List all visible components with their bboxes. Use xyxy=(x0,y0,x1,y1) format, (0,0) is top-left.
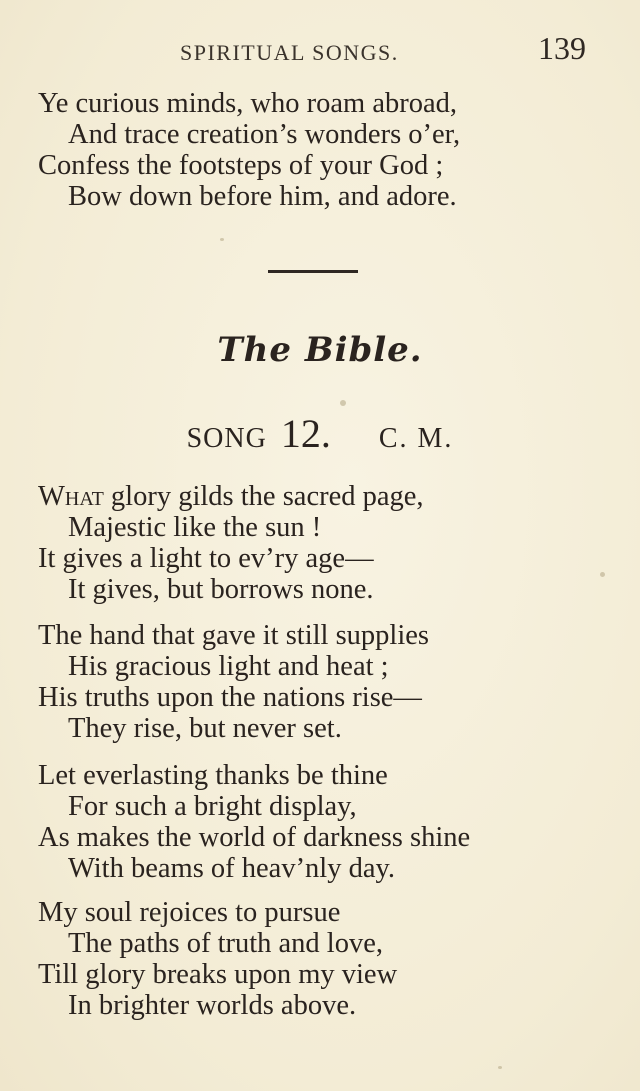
verse-line: And trace creation’s wonders o’er, xyxy=(68,119,461,150)
verse-line: In brighter worlds above. xyxy=(68,990,357,1021)
paper-speck xyxy=(220,238,224,241)
song-number: 12. xyxy=(280,411,331,456)
stanza-3 xyxy=(38,760,618,884)
verse-line: The hand that gave it still supplies xyxy=(38,620,430,651)
verse-line: Ye curious minds, who roam abroad, xyxy=(38,88,458,119)
verse-line: His gracious light and heat ; xyxy=(68,651,389,682)
stanza-2 xyxy=(38,620,618,744)
paper-speck xyxy=(498,1066,502,1069)
section-title: The Bible. xyxy=(217,330,423,370)
verse-line: They rise, but never set. xyxy=(68,713,342,744)
page-number: 139 xyxy=(538,30,586,66)
stanza-4 xyxy=(38,897,618,1021)
verse-line: As makes the world of darkness shine xyxy=(38,822,471,853)
stanza-1 xyxy=(38,481,618,605)
verse-line: For such a bright display, xyxy=(68,791,357,822)
song-heading xyxy=(0,410,640,457)
verse-line: My soul rejoices to pursue xyxy=(38,897,341,928)
running-head: SPIRITUAL SONGS. xyxy=(180,40,399,65)
section-divider xyxy=(268,270,358,273)
first-word: What xyxy=(38,481,104,512)
verse-line: Bow down before him, and adore. xyxy=(68,181,457,212)
previous-stanza xyxy=(38,88,618,212)
verse-line: Let everlasting thanks be thine xyxy=(38,760,388,791)
verse-line: Confess the footsteps of your God ; xyxy=(38,150,444,181)
verse-line-rest: glory gilds the sacred page, xyxy=(103,481,424,512)
verse-line xyxy=(38,481,618,512)
verse-line: It gives, but borrows none. xyxy=(68,574,374,605)
verse-line: His truths upon the nations rise— xyxy=(38,682,422,713)
verse-line: It gives a light to ev’ry age— xyxy=(38,543,374,574)
verse-line: The paths of truth and love, xyxy=(68,928,384,959)
song-meter: C. M. xyxy=(378,423,454,454)
song-label: SONG xyxy=(186,423,267,454)
verse-line: With beams of heav’nly day. xyxy=(68,853,396,884)
paper-speck xyxy=(340,400,346,406)
verse-line: Till glory breaks upon my view xyxy=(38,959,398,990)
paper-speck xyxy=(600,572,605,577)
verse-line: Majestic like the sun ! xyxy=(68,512,322,543)
